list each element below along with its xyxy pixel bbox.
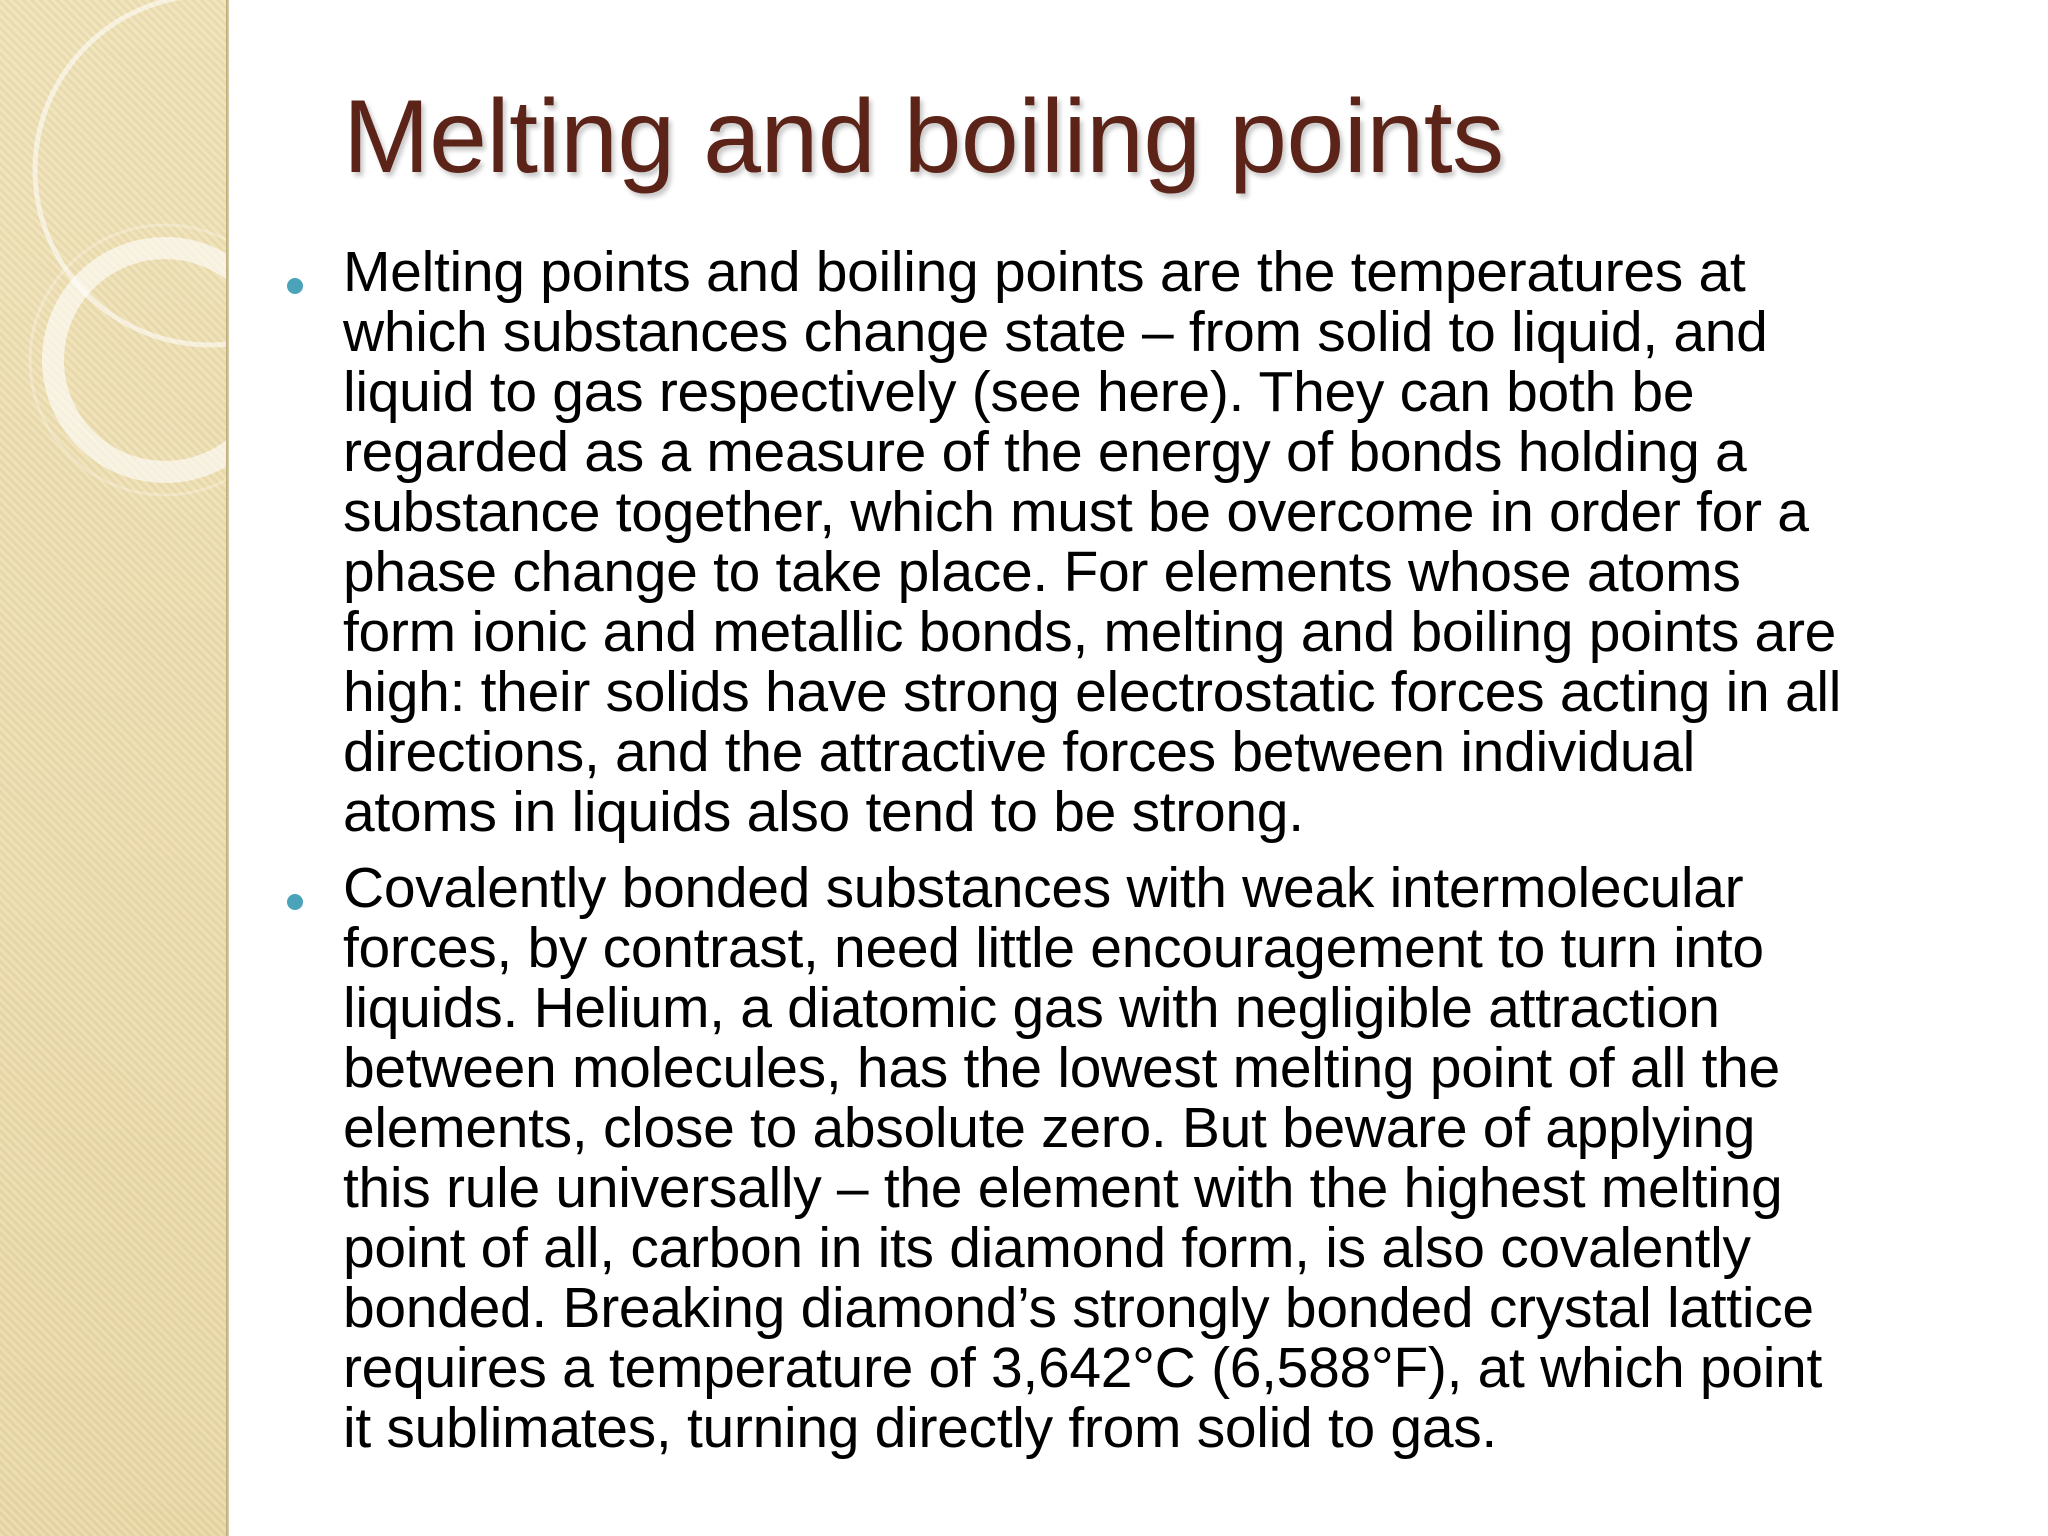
text-line: liquid to gas respectively (see here). They can both be xyxy=(343,360,1695,424)
decorative-rings xyxy=(0,0,226,1536)
bullet-paragraph xyxy=(343,858,2020,1458)
text-line: elements, close to absolute zero. But beware of applying xyxy=(343,1096,1756,1160)
text-line: forces, by contrast, need little encouragement to turn into xyxy=(343,916,1764,980)
text-line: substance together, which must be overcome in order for a xyxy=(343,480,1809,544)
text-line: this rule universally – the element with the highest melting xyxy=(343,1156,1783,1220)
text-line: requires a temperature of 3,642°C (6,588°F), at which point xyxy=(343,1336,1822,1400)
text-line: high: their solids have strong electrostatic forces acting in all xyxy=(343,660,1842,724)
text-line: which substances change state – from solid to liquid, and xyxy=(343,300,1768,364)
bullet-list xyxy=(280,242,2020,1474)
bullet-paragraph xyxy=(343,242,2020,842)
text-line: phase change to take place. For elements whose atoms xyxy=(343,540,1741,604)
text-line: between molecules, has the lowest melting point of all the xyxy=(343,1036,1780,1100)
text-line: point of all, carbon in its diamond form, is also covalently xyxy=(343,1216,1751,1280)
sidebar-edge xyxy=(226,0,229,1536)
bullet-icon xyxy=(287,894,303,910)
decorative-sidebar xyxy=(0,0,226,1536)
bullet-item xyxy=(280,242,2020,842)
text-line: liquids. Helium, a diatomic gas with negligible attraction xyxy=(343,976,1720,1040)
text-line: directions, and the attractive forces between individual xyxy=(343,720,1695,784)
text-line: Covalently bonded substances with weak intermolecular xyxy=(343,856,1744,920)
text-line: Melting points and boiling points are the temperatures at xyxy=(343,240,1746,304)
text-line: bonded. Breaking diamond’s strongly bonded crystal lattice xyxy=(343,1276,1814,1340)
text-line: atoms in liquids also tend to be strong. xyxy=(343,780,1304,844)
bullet-item xyxy=(280,858,2020,1458)
text-line: regarded as a measure of the energy of bonds holding a xyxy=(343,420,1747,484)
text-line: form ionic and metallic bonds, melting and boiling points are xyxy=(343,600,1837,664)
bullet-icon xyxy=(287,278,303,294)
text-line: it sublimates, turning directly from solid to gas. xyxy=(343,1396,1497,1460)
ring-thick xyxy=(53,248,226,472)
slide-title: Melting and boiling points xyxy=(343,79,1504,195)
